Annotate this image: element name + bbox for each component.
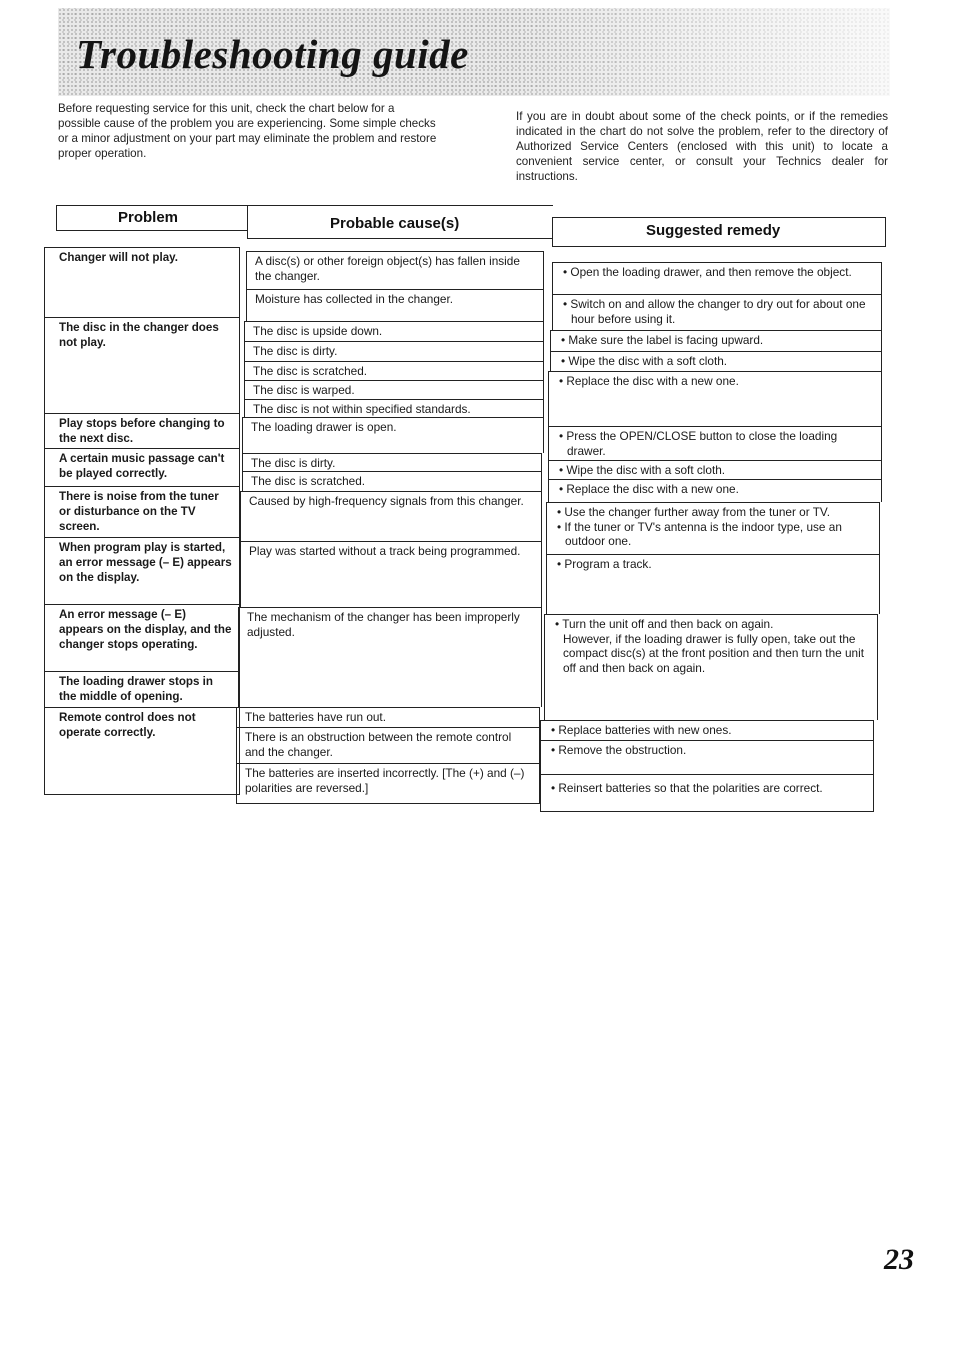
remedy-column: [544, 247, 884, 817]
remedy-cell: [550, 351, 882, 371]
problem-column: [44, 247, 240, 795]
remedy-cell: [546, 554, 880, 614]
cause-cell: The mechanism of the changer has been improperly adjusted.: [238, 607, 542, 707]
remedy-cell: [550, 330, 882, 351]
remedy-text: • Open the loading drawer, and then remove the object.: [563, 265, 852, 279]
cause-cell: Moisture has collected in the changer.: [246, 289, 544, 321]
remedy-text: • Program a track.: [557, 557, 652, 571]
cause-cell: The disc is not within specified standards.: [244, 399, 544, 417]
remedy-cell: [540, 740, 874, 774]
cause-cell: There is an obstruction between the remote control and the changer.: [236, 727, 540, 763]
remedy-cell: [546, 502, 880, 554]
problem-cell: A certain music passage can't be played correctly.: [45, 449, 239, 487]
page-title: Troubleshooting guide: [76, 31, 469, 77]
cause-cell: The disc is warped.: [244, 380, 544, 399]
remedy-cell: [540, 774, 874, 811]
remedy-cell: [540, 720, 874, 740]
remedy-text: • Press the OPEN/CLOSE button to close the loading drawer.: [559, 429, 838, 458]
remedy-text: • Turn the unit off and then back on again.: [555, 617, 774, 631]
remedy-cell: [544, 614, 878, 720]
problem-cell: Remote control does not operate correctly.: [59, 711, 196, 739]
problem-cell: An error message (– E) appears on the display, and the changer stops operating.: [45, 605, 239, 672]
remedy-text: • Replace the disc with a new one.: [559, 482, 739, 496]
cause-cell: The disc is dirty.: [244, 341, 544, 361]
intro-paragraph-left: Before requesting service for this unit, check the chart below for a possible cause of the problem you are experiencing. Some simple checks or a minor adjustment on your part may eliminate the problem and restore proper operation.: [58, 102, 437, 160]
page-number: 23: [884, 1243, 914, 1276]
cause-cell: Caused by high-frequency signals from this changer.: [240, 491, 542, 541]
intro-paragraph-right: If you are in doubt about some of the check points, or if the remedies indicated in the chart do not solve the problem, refer to the directory of Authorized Service Centers (enclosed with this unit) to locate a convenient service center, or consult your Technics dealer for instructions.: [516, 110, 888, 183]
remedy-text: • Switch on and allow the changer to dry out for about one hour before using it.: [563, 297, 866, 326]
problem-cell: Changer will not play.: [45, 248, 239, 318]
remedy-column-bottom-rule: [540, 811, 874, 812]
remedy-cell: [552, 262, 882, 294]
remedy-text: • Replace the disc with a new one.: [559, 374, 739, 388]
remedy-text: • Remove the obstruction.: [551, 743, 687, 757]
cause-cell: The batteries have run out.: [236, 707, 540, 727]
cause-cell: The disc is scratched.: [244, 361, 544, 380]
header-remedy: Suggested remedy: [646, 222, 781, 239]
remedy-text: • If the tuner or TV's antenna is the indoor type, use an outdoor one.: [557, 519, 842, 548]
remedy-cell: [548, 426, 882, 460]
remedy-text: • Wipe the disc with a soft cloth.: [561, 354, 728, 368]
cause-cell: Play was started without a track being programmed.: [240, 541, 542, 607]
cause-cell: The batteries are inserted incorrectly. [The (+) and (–) polarities are reversed.]: [236, 763, 540, 803]
problem-cell: The loading drawer stops in the middle of opening.: [45, 672, 239, 708]
header-problem: Problem: [118, 209, 179, 226]
problem-cell: The disc in the changer does not play.: [45, 318, 239, 414]
remedy-text: • Reinsert batteries so that the polarities are correct.: [551, 781, 823, 795]
cause-cell: A disc(s) or other foreign object(s) has fallen inside the changer.: [246, 251, 544, 289]
remedy-text: • Wipe the disc with a soft cloth.: [559, 463, 726, 477]
cause-cell: The disc is scratched.: [242, 471, 542, 491]
remedy-text: • Replace batteries with new ones.: [551, 723, 732, 737]
remedy-cell: [548, 371, 882, 426]
cause-column-bottom-rule: [236, 803, 540, 804]
remedy-cell: [548, 479, 882, 502]
remedy-text: • Make sure the label is facing upward.: [561, 333, 764, 347]
remedy-text: • Use the changer further away from the tuner or TV.: [557, 505, 830, 519]
remedy-cell: [552, 294, 882, 330]
header-cause: Probable cause(s): [330, 215, 460, 232]
troubleshooting-table: [44, 247, 884, 817]
cause-column: [238, 247, 550, 807]
remedy-text: However, if the loading drawer is fully open, take out the compact disc(s) at the front position and then turn the unit off and then back on again.: [563, 631, 864, 675]
cause-cell: The disc is dirty.: [242, 453, 542, 471]
cause-cell: The loading drawer is open.: [242, 417, 544, 453]
problem-cell: When program play is started, an error message (– E) appears on the display.: [45, 538, 239, 605]
cause-cell: The disc is upside down.: [244, 321, 544, 341]
problem-cell: There is noise from the tuner or disturbance on the TV screen.: [45, 487, 239, 538]
remedy-cell: [548, 460, 882, 479]
problem-cell: Play stops before changing to the next disc.: [45, 414, 239, 449]
